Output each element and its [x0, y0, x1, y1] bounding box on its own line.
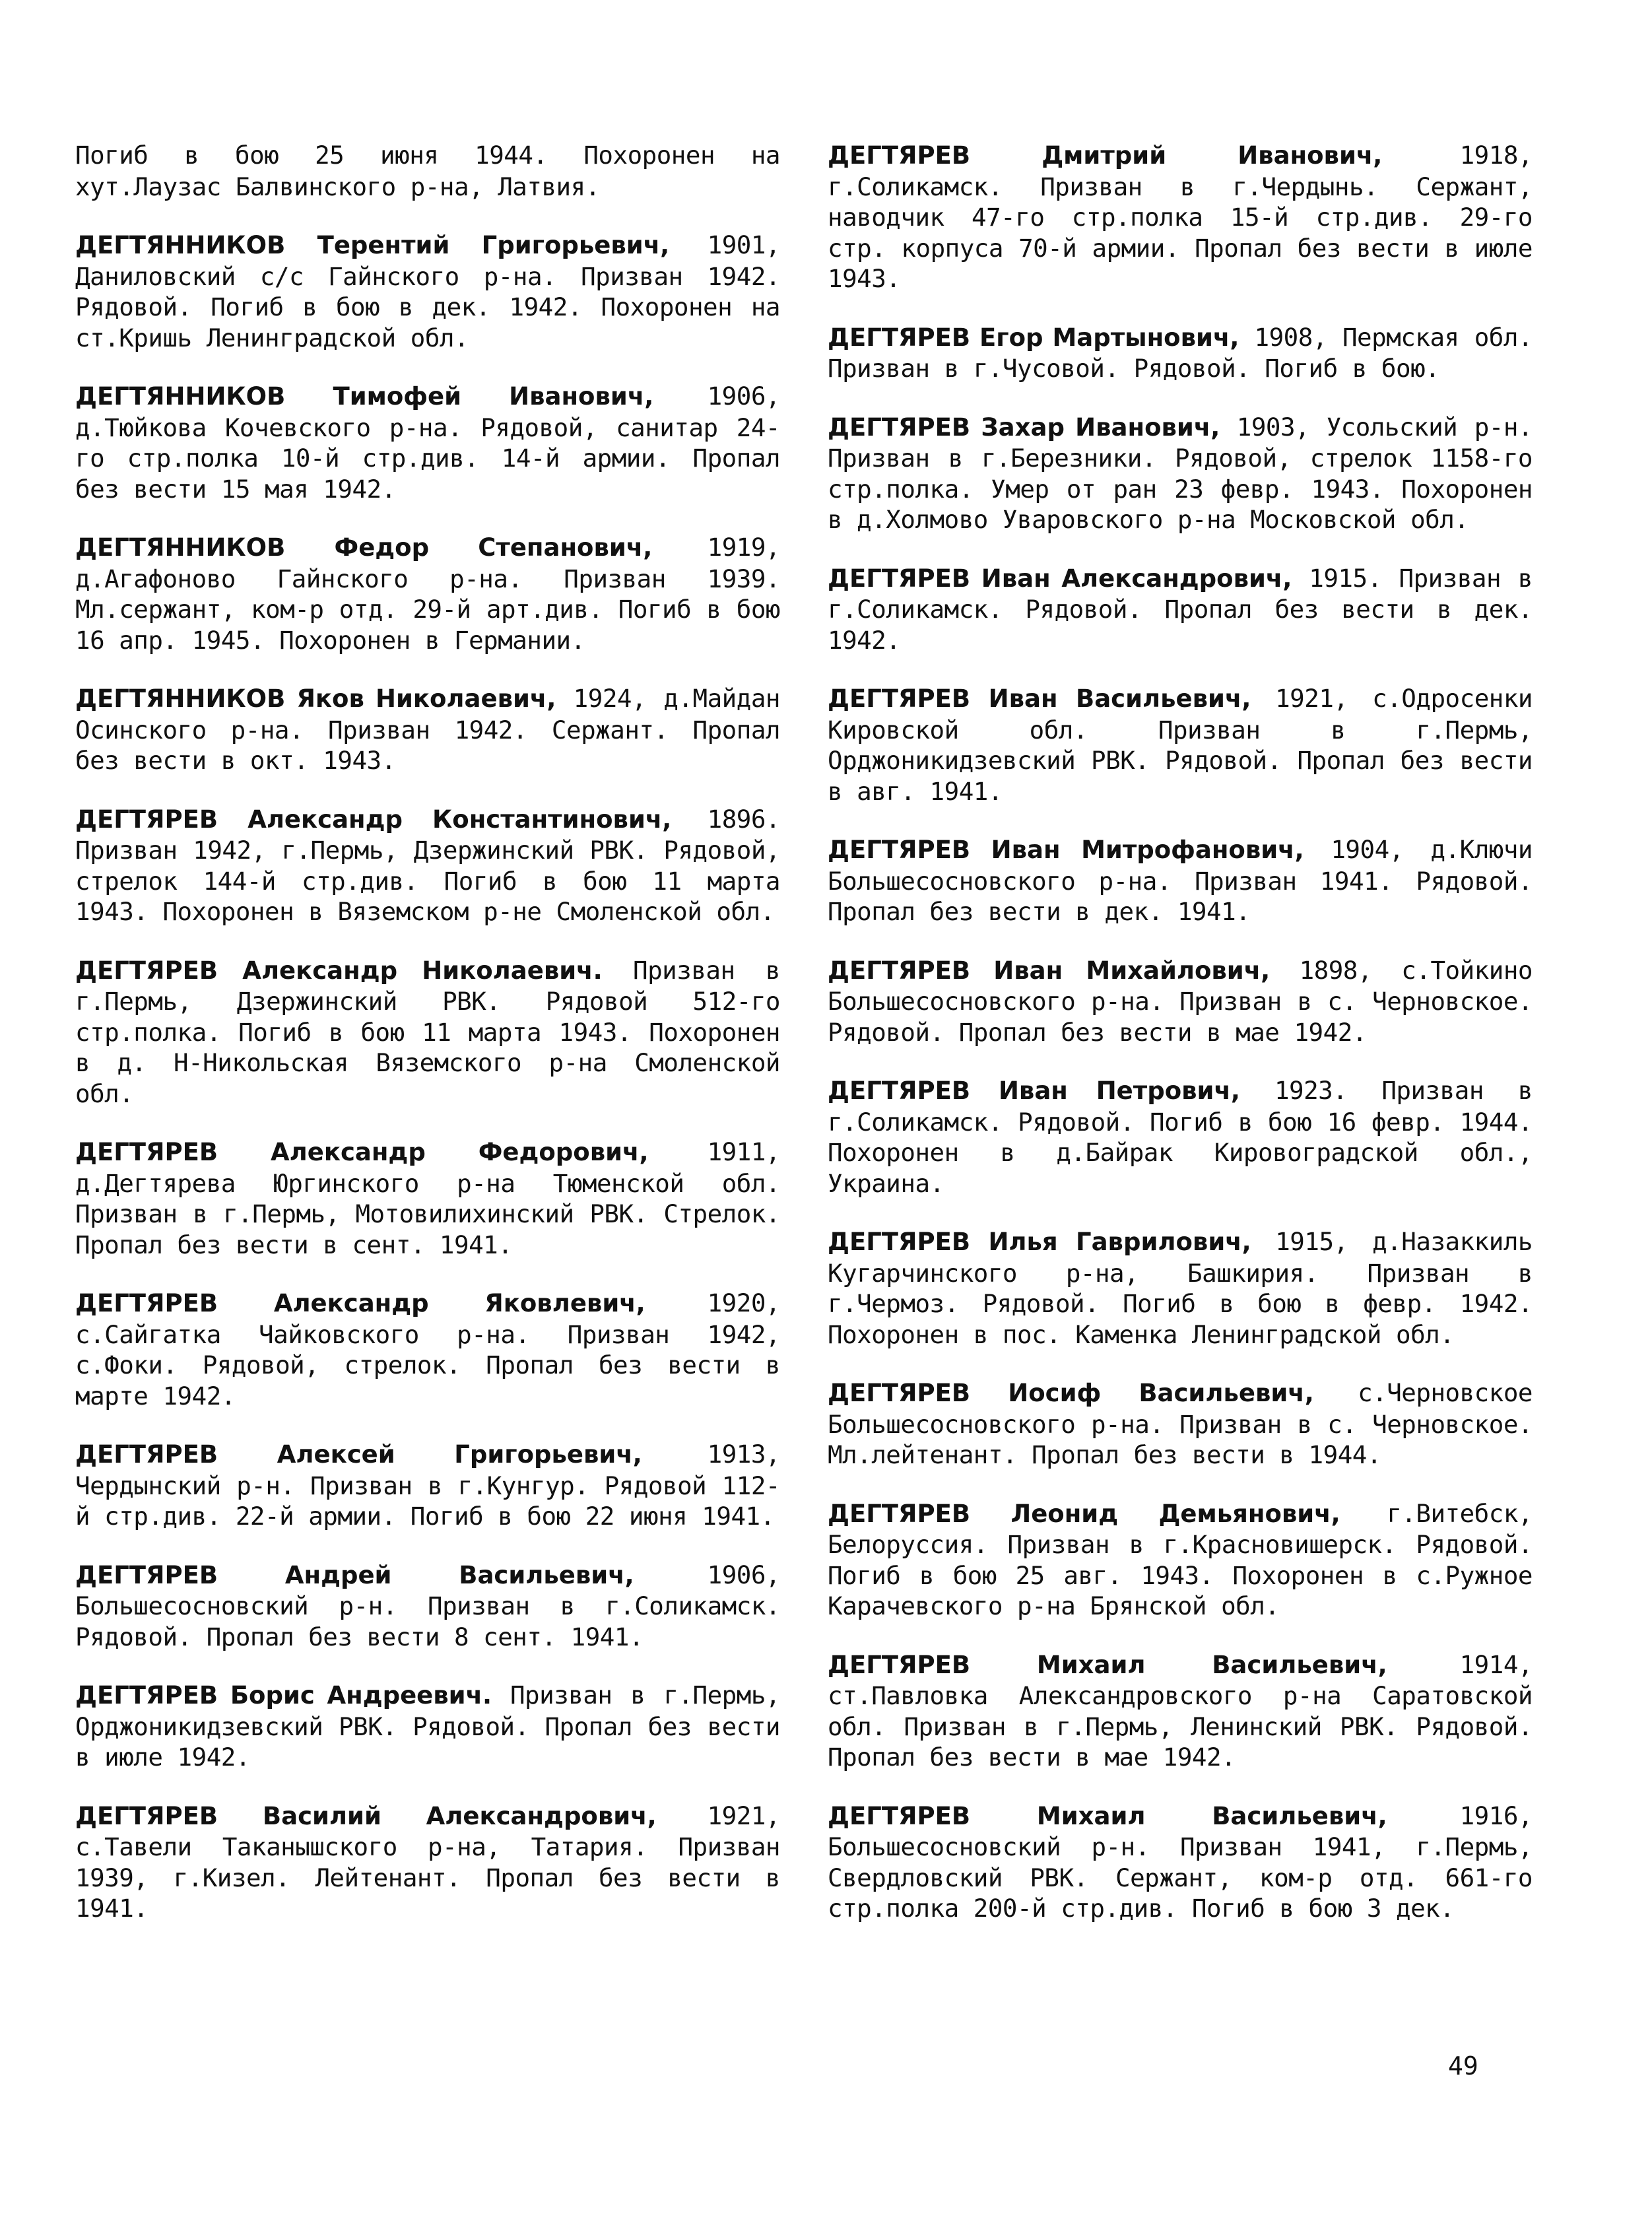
- entry-text: 1913, Чердынский р-н. Призван в г.Кунгур. Рядовой 112-й стр.див. 22-й армии. Погиб в бою 22 июня 1941.: [75, 1440, 781, 1531]
- entry-name: ДЕГТЯРЕВ Михаил Васильевич,: [828, 1650, 1387, 1679]
- entry-text: 1915, д.Назаккиль Кугарчинского р-на, Башкирия. Призван в г.Чермоз. Рядовой. Погиб в бою в февр. 1942. Похоронен в пос. Каменка Ленинградской обл.: [828, 1227, 1533, 1349]
- entry-text: 1915. Призван в г.Соликамск. Рядовой. Пропал без вести в дек. 1942.: [828, 563, 1533, 655]
- entry-name: ДЕГТЯРЕВ Егор Мартынович,: [828, 323, 1239, 352]
- entry: [828, 1075, 1533, 1199]
- entry-name: ДЕГТЯРЕВ Иван Митрофанович,: [828, 836, 1304, 864]
- entry-text: 1906, д.Тюйкова Кочевского р-на. Рядовой, санитар 24-го стр.полка 10-й стр.див. 14-й армии. Пропал без вести 15 мая 1942.: [75, 382, 780, 504]
- entry-text: 1904, д.Ключи Большесосновского р-на. Призван 1941. Рядовой. Пропал без вести в дек. 1941.: [828, 835, 1533, 926]
- entry: [75, 381, 780, 504]
- entry-name: ДЕГТЯРЕВ Иван Михайлович,: [828, 956, 1271, 985]
- entry-name: ДЕГТЯРЕВ Леонид Демьянович,: [828, 1499, 1340, 1528]
- entry-text: 1920, с.Сайгатка Чайковского р-на. Призван 1942, с.Фоки. Рядовой, стрелок. Пропал без вести в марте 1942.: [75, 1288, 780, 1411]
- entry: [75, 1680, 780, 1773]
- entry-name: ДЕГТЯРЕВ Василий Александрович,: [75, 1801, 657, 1830]
- entry-text: Погиб в бою 25 июня 1944. Похоронен на хут.Лаузас Балвинского р-на, Латвия.: [75, 141, 780, 201]
- entry-text: 1914, ст.Павловка Александровского р-на Саратовской обл. Призван в г.Пермь, Ленинский РВК. Рядовой. Пропал без вести в мае 1942.: [828, 1649, 1533, 1772]
- entry-text: 1921, с.Тавели Таканышского р-на, Татария. Призван 1939, г.Кизел. Лейтенант. Пропал без вести в 1941.: [75, 1801, 780, 1923]
- entry-name: ДЕГТЯРЕВ Александр Константинович,: [75, 805, 672, 834]
- entry-name: ДЕГТЯРЕВ Михаил Васильевич,: [828, 1801, 1387, 1830]
- entry: [75, 1288, 780, 1411]
- entry-text: 1911, д.Дегтярева Юргинского р-на Тюменской обл. Призван в г.Пермь, Мотовилихинский РВК. Стрелок. Пропал без вести в сент. 1941.: [75, 1137, 780, 1259]
- entry-name: ДЕГТЯННИКОВ Тимофей Иванович,: [75, 382, 654, 411]
- entry-name: ДЕГТЯРЕВ Александр Федорович,: [75, 1138, 649, 1166]
- entry-text: 1916, Большесосновский р-н. Призван 1941, г.Пермь, Свердловский РВК. Сержант, ком-р отд. 661-го стр.полка 200-й стр.див. Погиб в бою 3 дек.: [828, 1801, 1533, 1923]
- entry-name: ДЕГТЯРЕВ Дмитрий Иванович,: [828, 141, 1383, 170]
- entry: [828, 1378, 1533, 1471]
- entry: [828, 834, 1533, 927]
- entry-name: ДЕГТЯННИКОВ Терентий Григорьевич,: [75, 231, 670, 259]
- entry-text: Призван в г.Пермь, Дзержинский РВК. Рядовой 512-го стр.полка. Погиб в бою 11 марта 1943. Похоронен в д. Н-Никольская Вяземского р-на Смоленской обл.: [75, 955, 780, 1108]
- entry: [828, 1649, 1533, 1773]
- entry-name: ДЕГТЯРЕВ Иван Петрович,: [828, 1077, 1240, 1105]
- entry-text: 1921, с.Одросенки Кировской обл. Призван в г.Пермь, Орджоникидзевский РВК. Рядовой. Пропал без вести в авг. 1941.: [828, 684, 1533, 806]
- entry-name: ДЕГТЯРЕВ Иван Васильевич,: [828, 684, 1251, 713]
- entry: [75, 804, 780, 927]
- entry-continuation: [75, 140, 780, 202]
- entry: [828, 1801, 1533, 1924]
- entry-name: ДЕГТЯРЕВ Алексей Григорьевич,: [75, 1440, 642, 1469]
- entry: [828, 140, 1533, 294]
- entry: [75, 1439, 780, 1532]
- entry-text: 1903, Усольский р-н. Призван в г.Березники. Рядовой, стрелок 1158-го стр.полка. Умер от ран 23 февр. 1943. Похоронен в д.Холмово Уваровского р-на Московской обл.: [828, 412, 1533, 534]
- entry: [75, 1560, 780, 1653]
- entry-name: ДЕГТЯРЕВ Александр Яковлевич,: [75, 1289, 645, 1317]
- entry-text: г.Витебск, Белоруссия. Призван в г.Красновишерск. Рядовой. Погиб в бою 25 авг. 1943. Похоронен в с.Ружное Карачевского р-на Брянской обл.: [828, 1498, 1533, 1620]
- entry-text: 1906, Большесосновский р-н. Призван в г.Соликамск. Рядовой. Пропал без вести 8 сент. 1941.: [75, 1560, 780, 1651]
- entry: [828, 683, 1533, 807]
- entry-name: ДЕГТЯРЕВ Борис Андреевич.: [75, 1681, 492, 1710]
- right-column: [828, 140, 1533, 1952]
- entry-text: 1918, г.Соликамск. Призван в г.Чердынь. Сержант, наводчик 47-го стр.полка 15-й стр.див. 29-го стр. корпуса 70-й армии. Пропал без вести в июле 1943.: [828, 141, 1533, 293]
- left-column: [75, 140, 780, 1952]
- page-number: 49: [1448, 2051, 1478, 2080]
- entry: [828, 1226, 1533, 1350]
- entry: [75, 1137, 780, 1260]
- entry-text: Призван в г.Пермь, Орджоникидзевский РВК. Рядовой. Пропал без вести в июле 1942.: [75, 1680, 780, 1772]
- entry: [828, 322, 1533, 384]
- entry: [828, 412, 1533, 535]
- entry-text: 1923. Призван в г.Соликамск. Рядовой. Погиб в бою 16 февр. 1944. Похоронен в д.Байрак Кировоградской обл., Украина.: [828, 1076, 1533, 1198]
- entry-name: ДЕГТЯРЕВ Иосиф Васильевич,: [828, 1379, 1314, 1407]
- entry: [828, 563, 1533, 656]
- entry-name: ДЕГТЯРЕВ Захар Иванович,: [828, 413, 1220, 442]
- entry: [75, 683, 780, 776]
- entry: [75, 1801, 780, 1924]
- entry-name: ДЕГТЯРЕВ Андрей Васильевич,: [75, 1560, 634, 1589]
- entry-name: ДЕГТЯННИКОВ Федор Степанович,: [75, 533, 653, 562]
- entry-text: 1919, д.Агафоново Гайнского р-на. Призван 1939. Мл.сержант, ком-р отд. 29-й арт.див. Погиб в бою 16 апр. 1945. Похоронен в Германии.: [75, 533, 780, 655]
- entry-name: ДЕГТЯРЕВ Александр Николаевич.: [75, 956, 603, 985]
- entry: [828, 1498, 1533, 1622]
- entry: [75, 955, 780, 1110]
- entry-text: 1908, Пермская обл. Призван в г.Чусовой. Рядовой. Погиб в бою.: [828, 322, 1533, 383]
- entry-name: ДЕГТЯРЕВ Илья Гаврилович,: [828, 1228, 1251, 1256]
- entry-text: 1901, Даниловский с/с Гайнского р-на. Призван 1942. Рядовой. Погиб в бою в дек. 1942. Похоронен на ст.Кришь Ленинградской обл.: [75, 230, 781, 352]
- entry-name: ДЕГТЯРЕВ Иван Александрович,: [828, 564, 1292, 593]
- entry: [75, 532, 780, 655]
- entry-text: 1924, д.Майдан Осинского р-на. Призван 1942. Сержант. Пропал без вести в окт. 1943.: [75, 684, 780, 775]
- entry-text: 1896. Призван 1942, г.Пермь, Дзержинский РВК. Рядовой, стрелок 144-й стр.див. Погиб в бою 11 марта 1943. Похоронен в Вяземском р-не Смоленской обл.: [75, 804, 780, 926]
- entry: [75, 230, 780, 353]
- entry-text: 1898, с.Тойкино Большесосновского р-на. Призван в с. Черновское. Рядовой. Пропал без вести в мае 1942.: [828, 955, 1533, 1047]
- entry-name: ДЕГТЯННИКОВ Яков Николаевич,: [75, 684, 556, 713]
- entry-text: с.Черновское Большесосновского р-на. Призван в с. Черновское. Мл.лейтенант. Пропал без вести в 1944.: [828, 1378, 1533, 1469]
- entry: [828, 955, 1533, 1048]
